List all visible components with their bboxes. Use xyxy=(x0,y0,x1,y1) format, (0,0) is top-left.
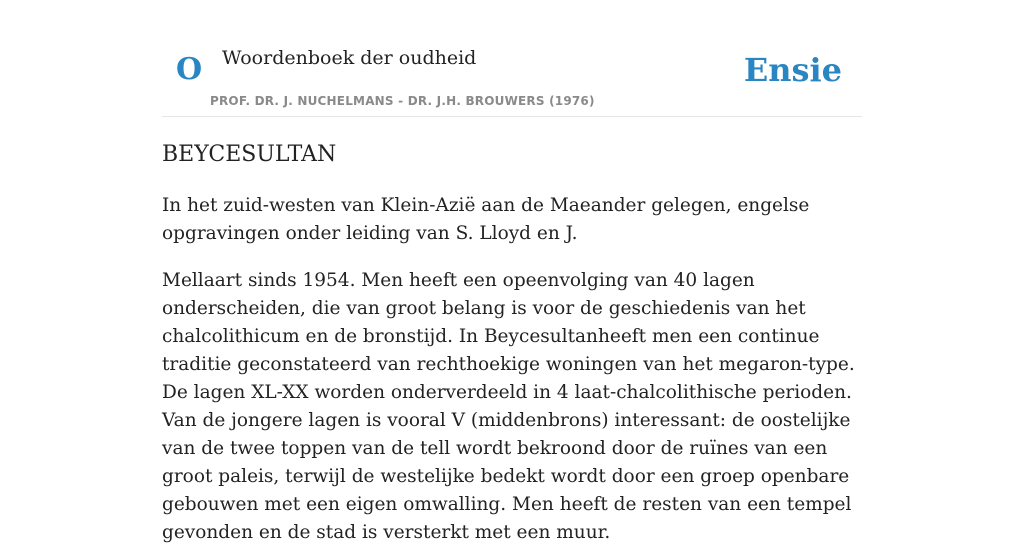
site-header xyxy=(162,0,862,117)
book-authors: PROF. DR. J. NUCHELMANS - DR. J.H. BROUWERS (1976) xyxy=(210,94,595,108)
entry-title: BEYCESULTAN xyxy=(162,142,337,167)
letter-index-link[interactable]: O xyxy=(176,52,203,87)
book-title-link[interactable]: Woordenboek der oudheid xyxy=(222,47,477,69)
page-container xyxy=(162,0,862,543)
entry-paragraph-2: Mellaart sinds 1954. Men heeft een opeenvolging van 40 lagen onderscheiden, die van groot belang is voor de geschiedenis van het chalcolithicum en de bronstijd. In Beycesultanheeft men een continue traditie geconstateerd van rechthoekige woningen van het megaron-type. De lagen XL-XX worden onderverdeeld in 4 laat-chalcolithische perioden. Van de jongere lagen is vooral V (middenbrons) interessant: de oostelijke van de twee toppen van de tell wordt bekroond door de ruïnes van een groot paleis, terwijl de westelijke bedekt wordt door een groep openbare gebouwen met een eigen omwalling. Men heeft de resten van een tempel gevonden en de stad is versterkt met een muur. xyxy=(162,270,855,543)
entry-paragraph-1: In het zuid-westen van Klein-Azië aan de Maeander gelegen, engelse opgravingen onder leiding van S. Lloyd en J. xyxy=(162,195,810,244)
ensie-logo-link[interactable]: Ensie xyxy=(743,51,842,89)
